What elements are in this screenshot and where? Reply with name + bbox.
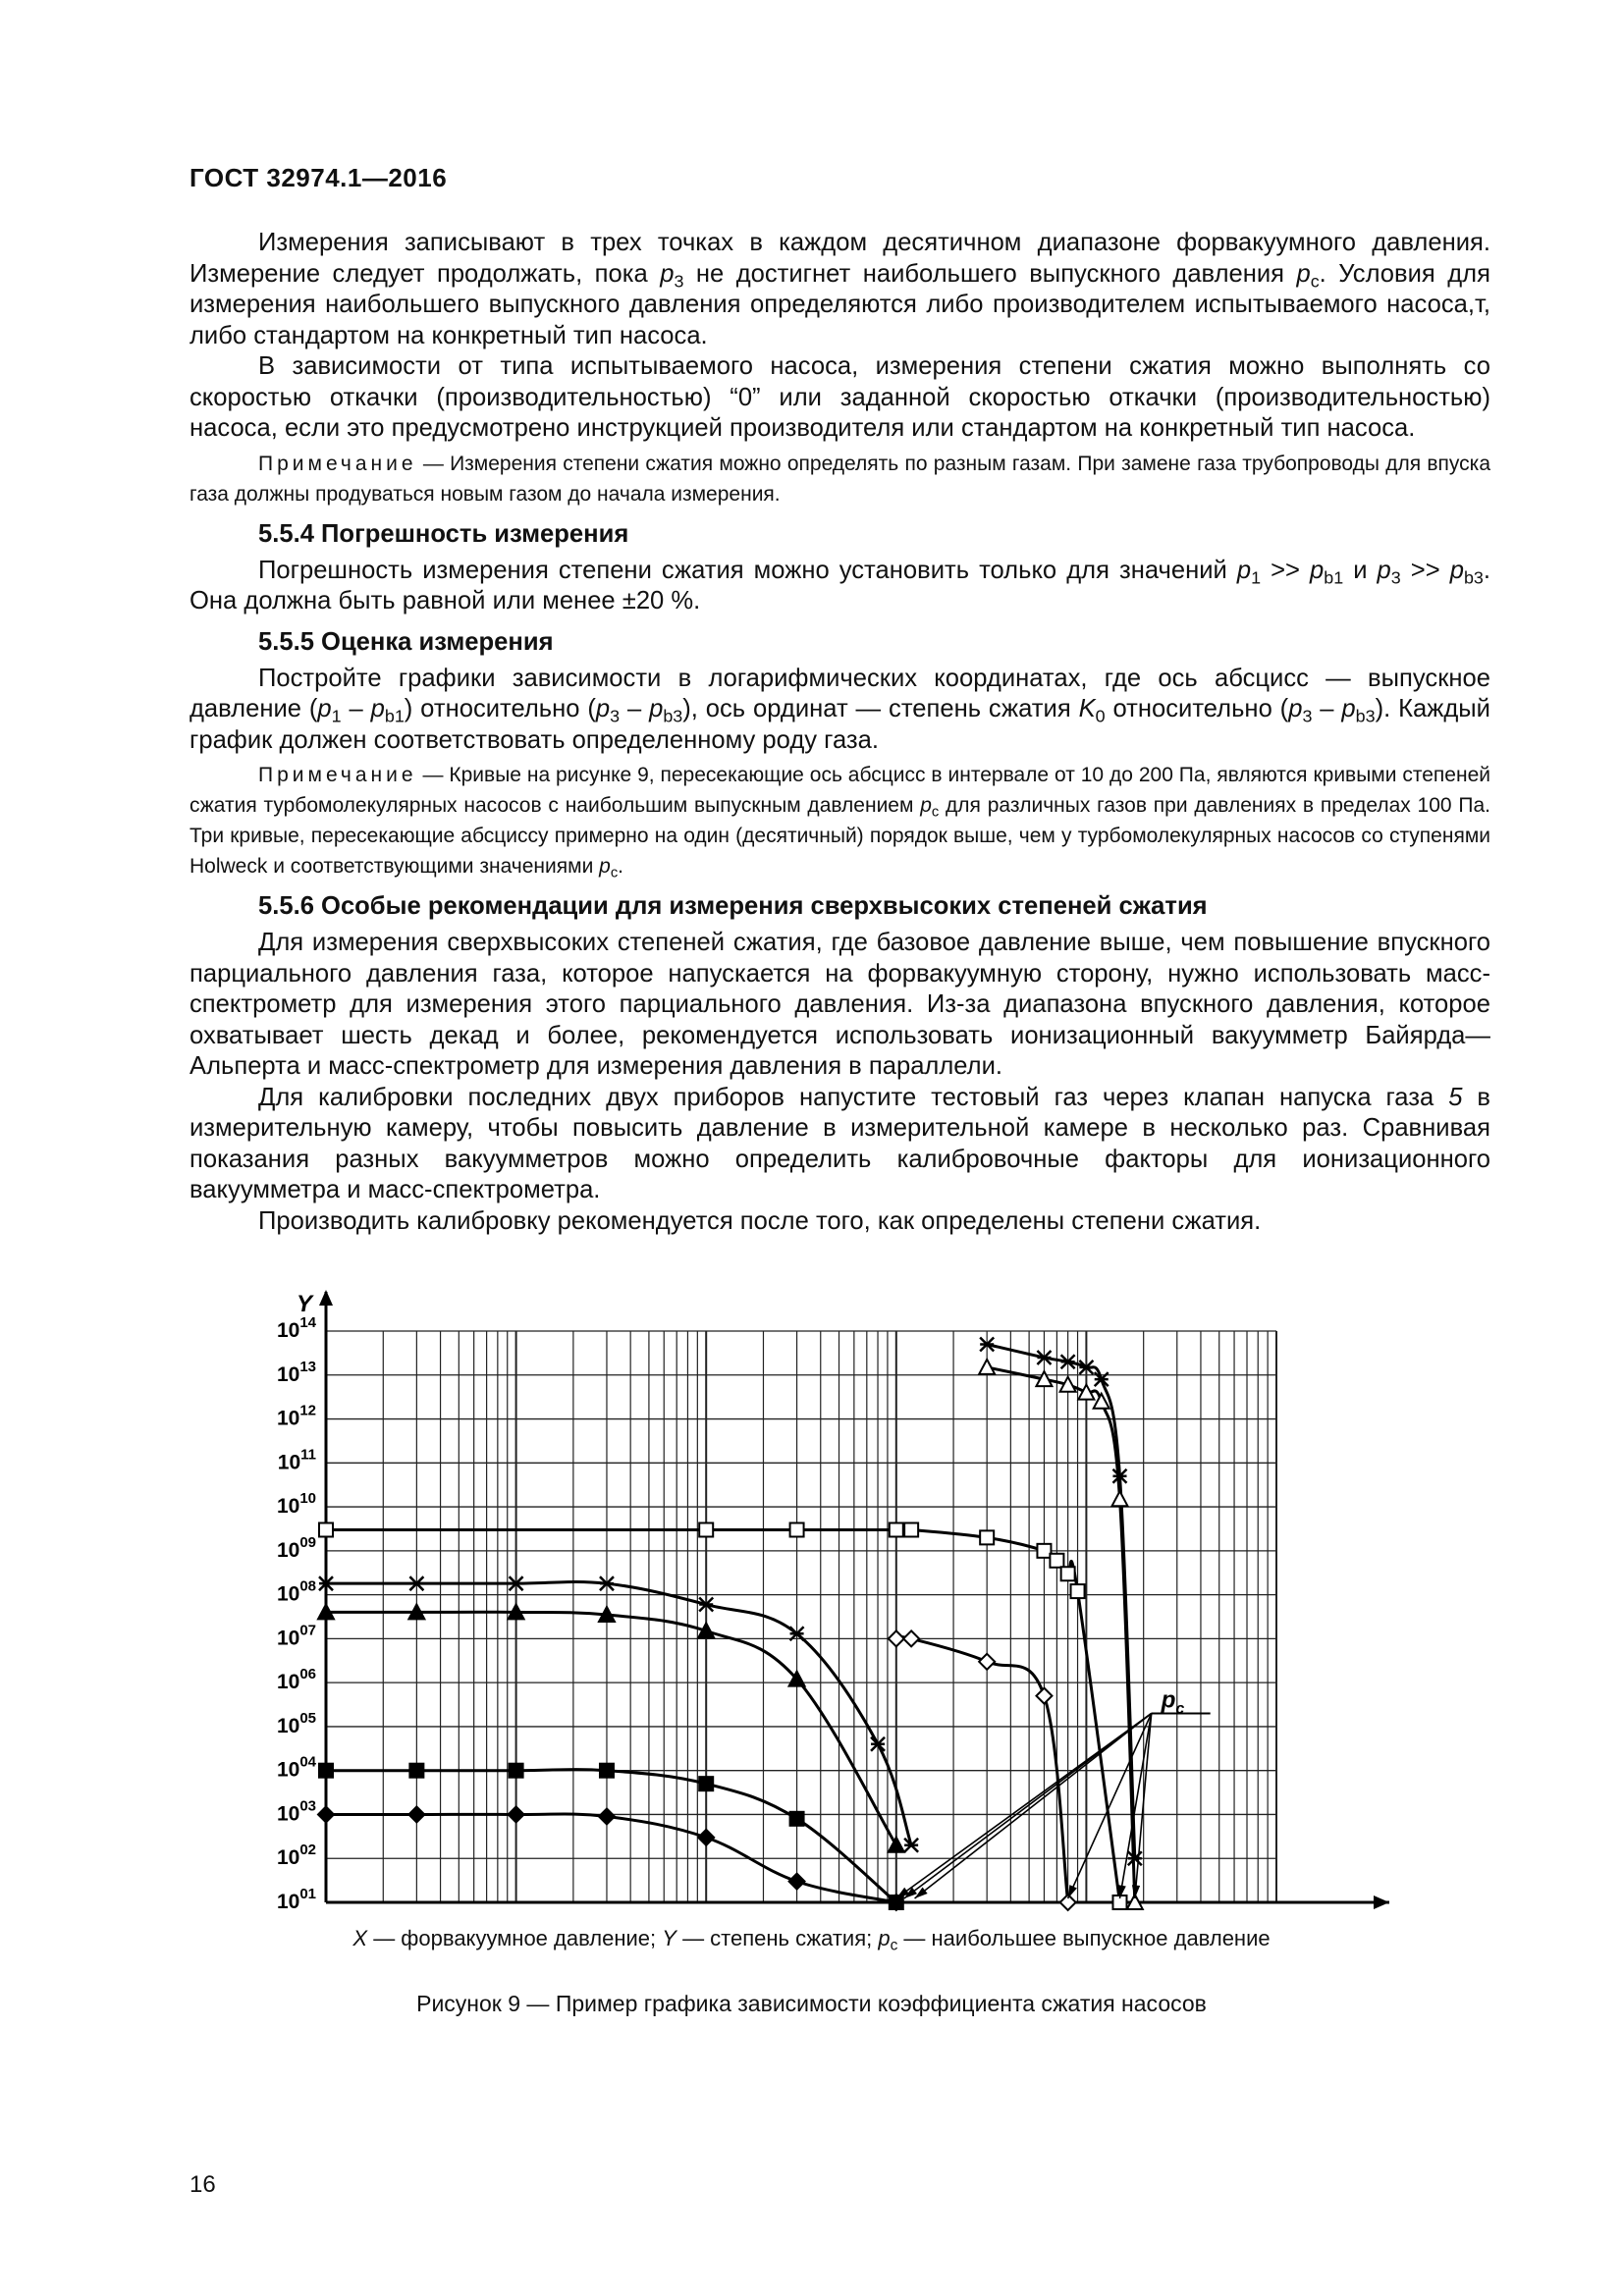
x-tick-label: [317, 1912, 347, 1914]
figure-9-chart: [255, 1286, 1414, 1914]
x-tick-label: [1248, 1912, 1305, 1914]
note-2: [189, 760, 1490, 881]
data-point-diamond: [318, 1806, 334, 1822]
paragraph-1: Измерения записывают в трех точках в каждом десятичном диапазоне форвакуумного давления. Измерение следует продолжать, пока $p_3$ не достигнет наибольшего выпускного давления $p_c$. Условия для измерения наибольшего выпускного давления определяются либо производителем испытываемого насоса,т, либо стандартом на конкретный тип насоса.: [189, 229, 1490, 349]
data-point-diamond: [1036, 1688, 1052, 1704]
paragraph-2: В зависимости от типа испытываемого насоса, измерения степени сжатия можно выполнять со скоростью откачки (производительностью) “0” или заданной скоростью откачки (производительностью) насоса, если это предусмотрено инструкцией производителя или стандартом на конкретный тип насоса.: [189, 352, 1490, 442]
document-header: ГОСТ 32974.1—2016: [189, 163, 448, 192]
document-body: [189, 228, 1490, 1237]
y-tick-label: $10^{03}$: [276, 1797, 316, 1826]
data-point-square: [319, 1764, 333, 1778]
page-number: 16: [189, 2171, 216, 2198]
data-point-square: [890, 1522, 903, 1536]
y-tick-label: $10^{12}$: [276, 1402, 316, 1430]
data-point-diamond: [599, 1809, 615, 1825]
figure-legend: X — форвакуумное давление; Y — степень сжатия; $p_c$ — наибольшее выпускное давление: [352, 1926, 1271, 1954]
y-tick-label: $10^{05}$: [276, 1709, 316, 1737]
note-label: Примечание: [258, 452, 417, 475]
note-1: [189, 449, 1490, 509]
y-tick-label: $10^{08}$: [276, 1577, 316, 1606]
y-tick-label: $10^{13}$: [276, 1358, 316, 1386]
data-point-square: [699, 1522, 713, 1536]
data-point-square: [409, 1764, 423, 1778]
y-axis-label: Y: [297, 1291, 313, 1317]
y-tick-label: $10^{06}$: [276, 1666, 316, 1694]
x-tick-label: [695, 1912, 718, 1914]
x-tick-label: [879, 1912, 913, 1914]
data-point-diamond: [889, 1630, 904, 1646]
data-point-diamond: [698, 1830, 714, 1845]
series-line: [896, 1637, 1068, 1902]
y-axis-arrow: [319, 1290, 333, 1306]
pc-annotation: $p_c$: [1161, 1686, 1185, 1718]
data-point-diamond: [509, 1806, 524, 1822]
series-line: [326, 1770, 896, 1902]
note-label-2: Примечание: [258, 764, 417, 786]
paragraph-5-5-6-b: Для калибровки последних двух приборов напустите тестовый газ через клапан напуска газа 5 в измерительную камеру, чтобы повысить давление в измерительной камере в несколько раз. Сравнивая показания разных вакуумметров можно определить калибровочные факторы для ионизационного вакуумметра и масс-спектрометра.: [189, 1083, 1490, 1203]
data-point-square: [980, 1530, 994, 1544]
paragraph-5-5-4: Погрешность измерения степени сжатия можно установить только для значений $p_1 >> p_{b1}$ и $p_3 >> p_{b3}$. Она должна быть равной или менее ±20 %.: [189, 556, 1490, 614]
data-point-square: [790, 1812, 804, 1826]
figure-title: Рисунок 9 — Пример графика зависимости коэффициента сжатия насосов: [416, 1991, 1207, 2016]
x-axis-label: [1395, 1911, 1414, 1914]
y-tick-label: $10^{11}$: [277, 1446, 316, 1474]
data-point-triangle: [1111, 1491, 1127, 1506]
data-point-square: [1071, 1584, 1085, 1598]
note-2-text: — Кривые на рисунке 9, пересекающие ось абсцисс в интервале от 10 до 200 Па, являются кривыми степеней сжатия турбомолекулярных насосов с наибольшим выпускным давлением $p_c$ для различных газов при давлениях в пределах 100 Па. Три кривые, пересекающие абсциссу примерно на один (десятичный) порядок выше, чем у турбомолекулярных насосов со ступенями Holweck и соответствующими значениями $p_c$.: [189, 764, 1490, 881]
x-tick-label: [511, 1912, 522, 1914]
section-5-5-5-title: 5.5.5 Оценка измерения: [258, 627, 554, 656]
data-point-square: [904, 1522, 918, 1536]
data-point-square: [510, 1764, 523, 1778]
series-line: [326, 1529, 1119, 1902]
data-point-diamond: [789, 1874, 805, 1890]
x-tick-label: [1063, 1912, 1109, 1914]
section-5-5-4-title: 5.5.4 Погрешность измерения: [258, 519, 629, 548]
paragraph-5-5-5: Постройте графики зависимости в логарифмических координатах, где ось абсцисс — выпускное давление $(p_1 - p_{b1})$ относительно $(p_3 - p_{b3})$, ось ординат — степень сжатия $K_0$ относительно $(p_3 - p_{b3})$. Каждый график должен соответствовать определенному роду газа.: [189, 664, 1490, 754]
data-point-square: [1037, 1544, 1051, 1558]
y-tick-label: $10^{01}$: [276, 1886, 316, 1913]
data-point-square: [1061, 1567, 1075, 1580]
pc-leader-line: [1068, 1713, 1152, 1898]
paragraph-5-5-6-a: Для измерения сверхвысоких степеней сжатия, где базовое давление выше, чем повышение впускного парциального давления газа, которое напускается на форвакуумную сторону, нужно использовать масс-спектрометр для измерения этого парциального давления. Из-за диапазона впускного давления, которое охватывает шесть декад и более, рекомендуется использовать ионизационный вакуумметр Байярда—Альперта и масс-спектрометр для измерения давления в параллели.: [189, 929, 1490, 1080]
data-point-triangle: [979, 1360, 995, 1374]
data-point-square: [699, 1777, 713, 1790]
pc-leader-arrow: [1068, 1885, 1077, 1898]
chart-svg: [255, 1286, 1414, 1914]
pc-leader-line: [1119, 1713, 1151, 1898]
data-point-diamond: [979, 1654, 995, 1670]
data-point-triangle: [889, 1838, 904, 1852]
data-point-square: [319, 1522, 333, 1536]
y-tick-label: $10^{09}$: [276, 1533, 316, 1562]
data-point-diamond: [903, 1630, 919, 1646]
x-axis-arrow: [1374, 1896, 1389, 1909]
section-5-5-6-title: 5.5.6 Особые рекомендации для измерения сверхвысоких степеней сжатия: [258, 892, 1208, 920]
y-tick-label: $10^{07}$: [276, 1622, 316, 1650]
data-point-square: [790, 1522, 804, 1536]
paragraph-5-5-6-c: Производить калибровку рекомендуется после того, как определены степени сжатия.: [258, 1206, 1262, 1235]
y-tick-label: $10^{04}$: [276, 1753, 316, 1782]
note-1-text: — Измерения степени сжатия можно определять по разным газам. При замене газа трубопроводы для впуска газа должны продуваться новым газом до начала измерения.: [189, 452, 1490, 506]
y-tick-label: $10^{14}$: [276, 1314, 316, 1342]
y-tick-label: $10^{02}$: [276, 1842, 316, 1870]
data-point-diamond: [408, 1806, 424, 1822]
data-point-square: [600, 1764, 614, 1778]
data-point-square: [1050, 1554, 1063, 1568]
y-tick-label: $10^{10}$: [276, 1490, 316, 1519]
